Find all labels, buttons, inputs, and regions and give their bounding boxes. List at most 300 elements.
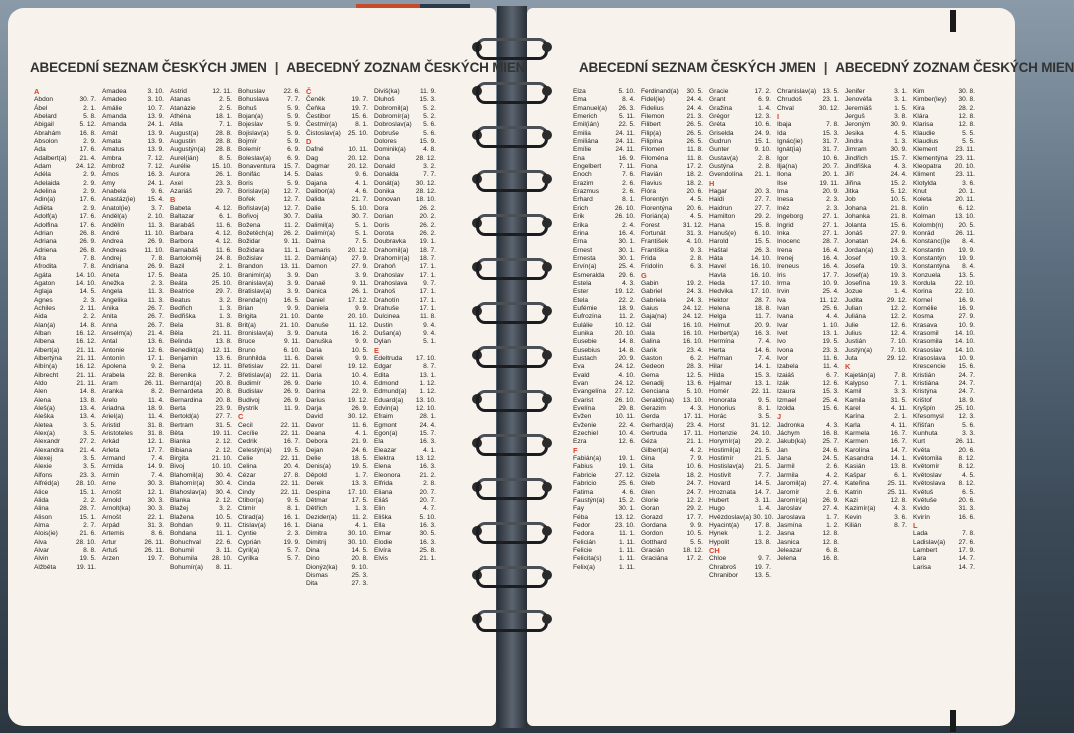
name-text: Aneta bbox=[102, 271, 120, 279]
name-entry bbox=[913, 380, 975, 388]
name-text: Erika bbox=[573, 221, 589, 229]
name-entry bbox=[238, 105, 300, 113]
name-day-date: 9. 5. bbox=[758, 396, 771, 404]
name-entry bbox=[777, 522, 839, 530]
name-text: Axel bbox=[170, 179, 183, 187]
name-day-date: 11. 6. bbox=[215, 221, 232, 229]
name-text: Frida bbox=[641, 254, 657, 262]
name-entry bbox=[238, 305, 300, 313]
name-day-date: 10. 6. bbox=[822, 154, 839, 162]
name-entry bbox=[913, 514, 975, 522]
name-entry bbox=[845, 96, 907, 104]
name-day-date: 8. 1. bbox=[758, 405, 771, 413]
name-entry bbox=[777, 222, 839, 230]
name-day-date: 3. 1. bbox=[894, 96, 907, 104]
name-entry bbox=[709, 297, 771, 305]
name-day-date: 14. 8. bbox=[79, 321, 96, 329]
name-text: Egon(a) bbox=[374, 430, 398, 438]
name-text: Brit(a) bbox=[238, 321, 256, 329]
name-entry bbox=[238, 372, 300, 380]
name-text: Ambrož bbox=[102, 163, 125, 171]
name-entry bbox=[170, 121, 232, 129]
name-day-date: 16. 8. bbox=[822, 430, 839, 438]
name-day-date: 26. 9. bbox=[147, 238, 164, 246]
name-day-date: 2. 8. bbox=[690, 254, 703, 262]
name-day-date: 17. 8. bbox=[754, 521, 771, 529]
name-day-date: 7. 1. bbox=[219, 121, 232, 129]
name-entry bbox=[777, 238, 839, 246]
name-entry bbox=[34, 255, 96, 263]
name-text: Dora bbox=[374, 204, 389, 212]
name-text: Felix(a) bbox=[573, 563, 595, 571]
name-day-date: 7. 6. bbox=[622, 171, 635, 179]
name-text: Dismas bbox=[306, 571, 328, 579]
name-text: Dimitrij bbox=[306, 538, 327, 546]
name-text: Armand bbox=[102, 455, 126, 463]
name-entry bbox=[641, 355, 703, 363]
name-entry bbox=[306, 514, 368, 522]
name-day-date: 20. 2. bbox=[419, 213, 436, 221]
name-day-date: 30. 7. bbox=[351, 213, 368, 221]
name-text: Job bbox=[845, 196, 856, 204]
name-text: Jitka bbox=[845, 188, 859, 196]
name-day-date: 19. 1. bbox=[618, 463, 635, 471]
name-entry bbox=[34, 222, 96, 230]
name-day-date: 19. 5. bbox=[351, 463, 368, 471]
name-entry bbox=[374, 313, 436, 321]
name-entry bbox=[102, 196, 164, 204]
name-day-date: 25. 4. bbox=[822, 288, 839, 296]
name-text: Fabricie bbox=[573, 471, 597, 479]
name-day-date: 31. 3. bbox=[686, 229, 703, 237]
name-text: Bena bbox=[170, 363, 186, 371]
name-text: Antonie bbox=[102, 346, 125, 354]
name-text: Doris bbox=[374, 221, 390, 229]
name-text: Donovan bbox=[374, 196, 401, 204]
name-entry bbox=[641, 522, 703, 530]
name-entry bbox=[374, 372, 436, 380]
name-text: Cyrilka bbox=[238, 555, 259, 563]
name-text: Forest bbox=[641, 221, 660, 229]
name-text: Absolon bbox=[34, 138, 58, 146]
name-day-date: 16. 9. bbox=[958, 296, 975, 304]
name-day-date: 26. 9. bbox=[283, 396, 300, 404]
name-column bbox=[34, 88, 96, 589]
name-text: Donalda bbox=[374, 171, 399, 179]
name-text: Kim bbox=[913, 88, 925, 95]
name-day-date: 24. 8. bbox=[215, 254, 232, 262]
name-day-date: 25. 7. bbox=[822, 438, 839, 446]
name-day-date: 21. 5. bbox=[754, 463, 771, 471]
name-day-date: 3. 3. bbox=[894, 388, 907, 396]
name-text: Bohdan bbox=[170, 521, 193, 529]
name-text: Bernardina bbox=[170, 396, 203, 404]
spiral-ring bbox=[472, 388, 552, 410]
name-column bbox=[374, 88, 436, 589]
name-day-date: 1. 4. bbox=[758, 505, 771, 513]
name-entry bbox=[777, 130, 839, 138]
name-entry bbox=[170, 480, 232, 488]
name-text: Gerhard(a) bbox=[641, 421, 674, 429]
name-day-date: 13. 6. bbox=[686, 380, 703, 388]
name-day-date: 1. 2. bbox=[758, 530, 771, 538]
name-entry bbox=[374, 263, 436, 271]
name-day-date: 20. 6. bbox=[958, 446, 975, 454]
name-text: Kristiána bbox=[913, 380, 939, 388]
name-entry bbox=[913, 196, 975, 204]
name-text: Dorian bbox=[374, 213, 394, 221]
name-day-date: 30. 1. bbox=[618, 246, 635, 254]
name-text: Dezider(a) bbox=[306, 513, 337, 521]
name-day-date: 1. 12. bbox=[419, 380, 436, 388]
name-text: Darina bbox=[306, 388, 326, 396]
name-entry bbox=[102, 255, 164, 263]
name-day-date: 22. 10. bbox=[954, 288, 975, 296]
name-text: Erna bbox=[573, 238, 587, 246]
name-day-date: 7. 1. bbox=[894, 380, 907, 388]
name-text: Ctimír bbox=[238, 505, 256, 513]
name-entry bbox=[306, 130, 368, 138]
name-entry bbox=[573, 363, 635, 371]
name-entry bbox=[709, 121, 771, 129]
name-entry bbox=[102, 555, 164, 563]
name-day-date: 7. 8. bbox=[826, 121, 839, 129]
name-day-date: 18. 8. bbox=[754, 304, 771, 312]
name-text: Bibiana bbox=[170, 446, 192, 454]
name-day-date: 15. 1. bbox=[754, 138, 771, 146]
name-entry bbox=[102, 480, 164, 488]
name-day-date: 28. 8. bbox=[215, 146, 232, 154]
name-text: Kliment bbox=[913, 171, 935, 179]
name-entry bbox=[573, 322, 635, 330]
name-entry bbox=[238, 280, 300, 288]
name-day-date: 19. 3. bbox=[890, 271, 907, 279]
name-text: Bohdana bbox=[170, 530, 197, 538]
name-entry bbox=[913, 247, 975, 255]
name-text: Bertold(a) bbox=[170, 413, 199, 421]
name-entry bbox=[845, 188, 907, 196]
name-entry bbox=[913, 163, 975, 171]
name-day-date: 13. 1. bbox=[419, 371, 436, 379]
name-text: Adam bbox=[34, 163, 52, 171]
name-text: Anabela bbox=[102, 188, 127, 196]
spiral-ring bbox=[472, 168, 552, 190]
name-text: Klarisa bbox=[913, 121, 934, 129]
name-entry bbox=[238, 213, 300, 221]
name-entry bbox=[238, 338, 300, 346]
name-entry bbox=[238, 188, 300, 196]
name-entry bbox=[102, 288, 164, 296]
name-text: Emil(ián) bbox=[573, 121, 600, 129]
name-entry bbox=[777, 514, 839, 522]
name-entry bbox=[777, 280, 839, 288]
name-text: Anastáz(ie) bbox=[102, 196, 136, 204]
name-entry bbox=[709, 489, 771, 497]
name-entry bbox=[641, 497, 703, 505]
name-entry bbox=[238, 480, 300, 488]
name-text: Julie bbox=[845, 321, 859, 329]
name-text: Adéla bbox=[34, 171, 51, 179]
name-day-date: 6. 8. bbox=[826, 546, 839, 554]
name-entry bbox=[374, 522, 436, 530]
name-day-date: 1. 5. bbox=[894, 104, 907, 112]
name-day-date: 8. 5. bbox=[219, 154, 232, 162]
name-day-date: 17. 10. bbox=[415, 355, 436, 362]
name-text: Dalie bbox=[306, 204, 322, 212]
name-text: Celestýn(a) bbox=[238, 446, 272, 454]
name-day-date: 2. 6. bbox=[622, 179, 635, 187]
name-entry bbox=[34, 163, 96, 171]
name-text: Gordon bbox=[641, 530, 663, 538]
punch-hole bbox=[542, 526, 552, 536]
name-entry bbox=[306, 247, 368, 255]
name-day-date: 9. 11. bbox=[215, 521, 232, 529]
name-day-date: 1. 4. bbox=[758, 104, 771, 112]
name-entry bbox=[913, 288, 975, 296]
name-entry bbox=[845, 255, 907, 263]
name-day-date: 25. 10. bbox=[347, 129, 368, 137]
name-text: Edmond bbox=[374, 380, 399, 388]
name-text: Bianka bbox=[170, 438, 191, 446]
name-day-date: 18. 12. bbox=[682, 546, 703, 554]
name-entry bbox=[306, 530, 368, 538]
name-entry bbox=[238, 88, 300, 96]
name-text: Eufémie bbox=[573, 304, 598, 312]
name-day-date: 9. 9. bbox=[287, 304, 300, 312]
name-entry bbox=[170, 330, 232, 338]
name-entry bbox=[641, 163, 703, 171]
name-entry bbox=[170, 372, 232, 380]
name-day-date: 2. 5. bbox=[219, 104, 232, 112]
name-day-date: 9. 9. bbox=[355, 338, 368, 346]
name-day-date: 5. 5. bbox=[962, 129, 975, 137]
name-entry bbox=[777, 480, 839, 488]
name-day-date: 19. 9. bbox=[958, 246, 975, 254]
name-day-date: 25. 6. bbox=[618, 480, 635, 488]
name-entry bbox=[238, 472, 300, 480]
name-entry bbox=[845, 505, 907, 513]
name-text: Aristoteles bbox=[102, 430, 133, 438]
name-day-date: 1. 10. bbox=[822, 321, 839, 329]
name-entry bbox=[374, 230, 436, 238]
name-entry bbox=[374, 121, 436, 129]
name-entry bbox=[913, 88, 975, 96]
name-text: Branislav(a) bbox=[238, 279, 274, 287]
name-text: Antal bbox=[102, 338, 118, 346]
name-entry bbox=[306, 397, 368, 405]
name-text: Genciana bbox=[641, 388, 670, 396]
name-day-date: 31. 3. bbox=[147, 521, 164, 529]
name-entry bbox=[913, 255, 975, 263]
name-text: Jerguš bbox=[845, 113, 865, 121]
name-day-date: 26. 2. bbox=[419, 204, 436, 212]
name-entry bbox=[913, 388, 975, 396]
name-text: Danica bbox=[306, 288, 327, 296]
name-entry bbox=[34, 438, 96, 446]
name-day-date: 5. 1. bbox=[423, 338, 436, 346]
name-text: Gabin bbox=[641, 279, 659, 287]
name-text: Eliana bbox=[374, 488, 393, 496]
name-day-date: 24. 7. bbox=[686, 488, 703, 496]
name-text: Ariel(a) bbox=[102, 413, 124, 421]
name-entry bbox=[709, 205, 771, 213]
name-text: Blanka bbox=[170, 496, 191, 504]
name-entry bbox=[845, 247, 907, 255]
name-day-date: 14. 7. bbox=[754, 488, 771, 496]
name-text: Helga bbox=[709, 313, 727, 321]
name-day-date: 13. 5. bbox=[822, 88, 839, 95]
name-day-date: 4. 1. bbox=[355, 521, 368, 529]
name-day-date: 26. 7. bbox=[147, 304, 164, 312]
name-day-date: 12. 4. bbox=[890, 329, 907, 337]
name-day-date: 3. 3. bbox=[962, 430, 975, 438]
name-entry bbox=[34, 388, 96, 396]
name-entry bbox=[170, 255, 232, 263]
name-text: Fabricio bbox=[573, 480, 597, 488]
name-day-date: 2. 2. bbox=[83, 496, 96, 504]
name-day-date: 2. 9. bbox=[83, 171, 96, 179]
name-text: Izák bbox=[777, 380, 790, 388]
name-entry bbox=[913, 180, 975, 188]
name-text: Eusebius bbox=[573, 346, 601, 354]
name-text: Eduard(a) bbox=[374, 396, 404, 404]
name-day-date: 31. 8. bbox=[147, 421, 164, 429]
name-day-date: 2. 6. bbox=[826, 488, 839, 496]
name-text: Homér bbox=[709, 388, 729, 396]
name-text: Chrudoš bbox=[777, 96, 802, 104]
name-day-date: 19. 5. bbox=[79, 555, 96, 563]
name-day-date: 26. 11. bbox=[144, 546, 164, 554]
name-day-date: 3. 9. bbox=[355, 271, 368, 279]
name-entry bbox=[170, 313, 232, 321]
name-entry bbox=[641, 313, 703, 321]
name-text: Amata bbox=[102, 138, 122, 146]
name-day-date: 11. 2. bbox=[283, 221, 300, 229]
name-day-date: 11. 2. bbox=[618, 313, 635, 321]
name-entry bbox=[306, 305, 368, 313]
name-text: Elektra bbox=[374, 455, 395, 463]
name-text: Hroznata bbox=[709, 488, 736, 496]
name-text: Kira bbox=[913, 104, 925, 112]
name-entry bbox=[777, 455, 839, 463]
name-text: Barbora bbox=[170, 238, 194, 246]
name-day-date: 21. 3. bbox=[686, 113, 703, 121]
name-entry bbox=[573, 438, 635, 446]
name-entry bbox=[573, 113, 635, 121]
name-entry bbox=[709, 564, 771, 572]
name-day-date: 19. 7. bbox=[754, 563, 771, 571]
name-text: Alida bbox=[34, 496, 49, 504]
name-text: Hostimil(a) bbox=[709, 446, 741, 454]
name-text: Bořivoj bbox=[238, 213, 259, 221]
name-day-date: 9. 9. bbox=[690, 521, 703, 529]
name-column bbox=[913, 88, 975, 580]
name-day-date: 15. 3. bbox=[822, 388, 839, 396]
name-day-date: 5. 9. bbox=[287, 129, 300, 137]
name-text: Arnolt(ka) bbox=[102, 505, 131, 513]
name-day-date: 8. 7. bbox=[894, 521, 907, 529]
name-day-date: 13. 8. bbox=[79, 396, 96, 404]
name-entry bbox=[306, 288, 368, 296]
name-text: Jindřiška bbox=[845, 163, 872, 171]
name-day-date: 23. 9. bbox=[215, 405, 232, 413]
name-entry bbox=[102, 505, 164, 513]
name-text: Angela bbox=[102, 288, 123, 296]
name-day-date: 9. 9. bbox=[355, 304, 368, 312]
name-text: Florentýn bbox=[641, 196, 669, 204]
name-day-date: 16. 10. bbox=[682, 329, 703, 337]
name-entry bbox=[170, 105, 232, 113]
name-day-date: 19. 9. bbox=[958, 254, 975, 262]
name-entry bbox=[306, 263, 368, 271]
elastic-band-top bbox=[950, 10, 956, 32]
name-entry bbox=[374, 247, 436, 255]
name-entry bbox=[641, 222, 703, 230]
name-text: Anselm(a) bbox=[102, 329, 133, 337]
name-text: Herta bbox=[709, 346, 726, 354]
name-text: Darel bbox=[306, 363, 322, 371]
name-text: Barnabáš bbox=[170, 246, 199, 254]
name-entry bbox=[238, 430, 300, 438]
name-entry bbox=[777, 155, 839, 163]
name-entry bbox=[170, 530, 232, 538]
name-entry bbox=[306, 255, 368, 263]
name-entry bbox=[913, 355, 975, 363]
name-day-date: 26. 1. bbox=[215, 171, 232, 179]
name-day-date: 3. 11. bbox=[754, 496, 771, 504]
name-day-date: 4. 3. bbox=[690, 405, 703, 413]
name-entry bbox=[913, 330, 975, 338]
name-entry bbox=[913, 347, 975, 355]
name-entry bbox=[374, 505, 436, 513]
name-day-date: 23. 3. bbox=[215, 179, 232, 187]
name-text: Gorazd bbox=[641, 513, 663, 521]
name-entry bbox=[306, 472, 368, 480]
name-text: Anika bbox=[102, 304, 119, 312]
name-text: Aleš(a) bbox=[34, 405, 55, 413]
name-entry bbox=[641, 438, 703, 446]
name-entry bbox=[573, 338, 635, 346]
name-day-date: 19. 7. bbox=[351, 104, 368, 112]
name-day-date: 21. 5. bbox=[754, 455, 771, 463]
name-day-date: 12. 2. bbox=[890, 313, 907, 321]
name-text: Elin bbox=[374, 505, 385, 513]
name-text: Helmut bbox=[709, 321, 730, 329]
name-text: Bela bbox=[170, 321, 184, 329]
name-text: Gaston bbox=[641, 355, 663, 362]
name-entry bbox=[102, 447, 164, 455]
name-entry bbox=[709, 338, 771, 346]
name-text: Dimitra bbox=[306, 530, 327, 538]
name-entry bbox=[573, 263, 635, 271]
name-text: Ervín(a) bbox=[573, 263, 597, 271]
name-text: Budislav bbox=[238, 388, 263, 396]
name-entry bbox=[641, 180, 703, 188]
name-day-date: 11. 3. bbox=[147, 221, 164, 229]
name-day-date: 12. 6. bbox=[147, 346, 164, 354]
name-entry bbox=[374, 497, 436, 505]
name-entry bbox=[238, 363, 300, 371]
name-entry bbox=[102, 514, 164, 522]
name-day-date: 9. 3. bbox=[690, 246, 703, 254]
name-text: Hilda bbox=[709, 371, 725, 379]
name-entry bbox=[306, 447, 368, 455]
name-text: Afra bbox=[34, 254, 47, 262]
name-text: Donika bbox=[374, 188, 395, 196]
name-entry bbox=[573, 463, 635, 471]
name-text: Igor bbox=[777, 154, 789, 162]
name-entry bbox=[641, 146, 703, 154]
